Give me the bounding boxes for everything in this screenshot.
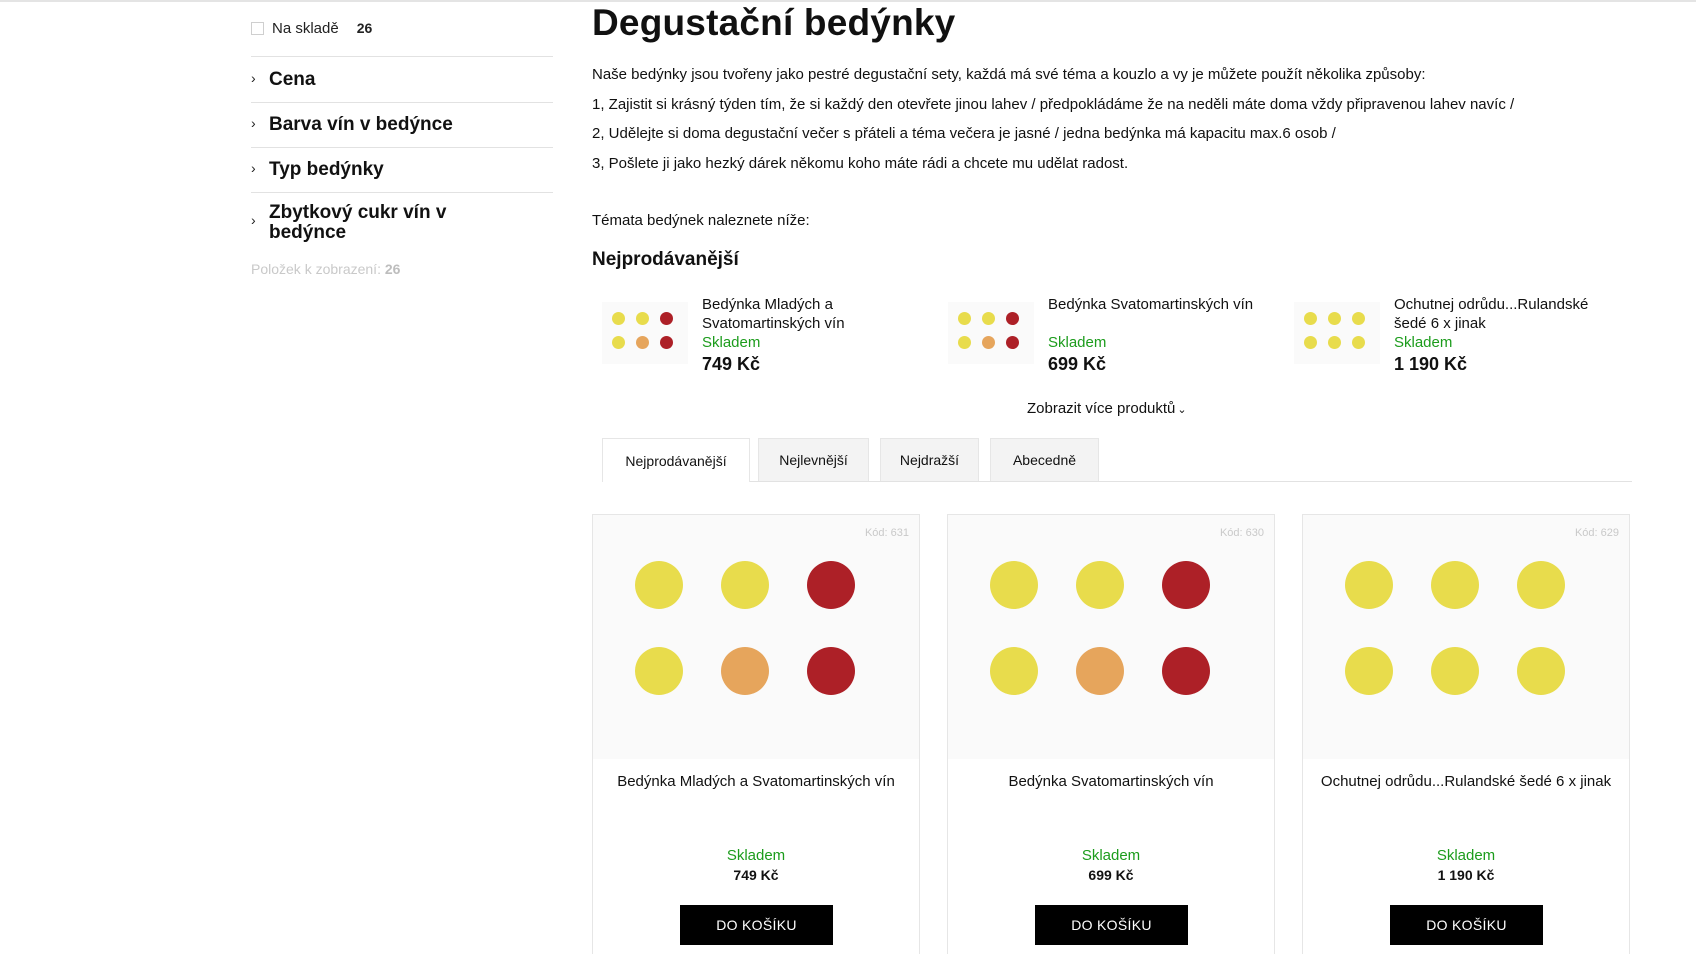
wine-dot-red <box>660 336 673 349</box>
product-name-link[interactable]: Ochutnej odrůdu...Rulandské šedé 6 x jinak <box>1394 296 1589 332</box>
in-stock-filter[interactable] <box>251 0 553 57</box>
chevron-right-icon: › <box>251 160 256 176</box>
page-title: Degustační bedýnky <box>592 2 956 43</box>
bestsellers-title: Nejprodávanější <box>592 249 739 270</box>
chevron-right-icon: › <box>251 70 256 86</box>
wine-dot-red <box>1006 336 1019 349</box>
product-image[interactable] <box>1303 515 1629 759</box>
add-to-cart-button[interactable]: DO KOŠÍKU <box>1390 905 1543 945</box>
wine-dot-red <box>1162 561 1210 609</box>
tab-alphabetical[interactable]: Abecedně <box>990 438 1099 481</box>
wine-dot-yellow <box>1352 312 1365 325</box>
tab-bestselling[interactable]: Nejprodávanější <box>602 438 750 482</box>
intro-paragraph: 3, Pošlete ji jako hezký dárek někomu koho máte rádi a chcete mu udělat radost. <box>592 154 1129 172</box>
wine-dot-orange <box>721 647 769 695</box>
product-code: Kód: 629 <box>1574 527 1619 539</box>
wine-dot-yellow <box>1345 647 1393 695</box>
product-code: Kód: 631 <box>864 527 909 539</box>
bestseller-item[interactable] <box>1284 292 1629 382</box>
wine-dot-yellow <box>1328 312 1341 325</box>
wine-dot-yellow <box>721 561 769 609</box>
wine-dot-yellow <box>1517 561 1565 609</box>
wine-dot-yellow <box>1345 561 1393 609</box>
tab-most-expensive[interactable]: Nejdražší <box>880 438 979 481</box>
wine-dot-yellow <box>1304 336 1317 349</box>
wine-dot-yellow <box>1328 336 1341 349</box>
product-thumbnail[interactable] <box>948 302 1034 364</box>
intro-paragraph: 1, Zajistit si krásný týden tím, že si každý den otevřete jinou lahev / předpokládáme že na neděli máte doma vždy připravenou lahev navíc / <box>592 95 1515 113</box>
stock-status: Skladem <box>702 334 761 351</box>
wine-dot-orange <box>1076 647 1124 695</box>
filter-residual-sugar[interactable] <box>251 193 553 247</box>
product-name-link[interactable]: Ochutnej odrůdu...Rulandské šedé 6 x jinak <box>1320 773 1612 790</box>
filter-label: Cena <box>269 69 316 90</box>
product-image[interactable] <box>948 515 1274 759</box>
filter-box-type[interactable] <box>251 148 553 193</box>
chevron-right-icon: › <box>251 212 256 228</box>
stock-status: Skladem <box>1394 334 1453 351</box>
show-more-products-link[interactable] <box>1027 400 1187 417</box>
filter-label: Barva vín v bedýnce <box>269 114 453 135</box>
wine-dot-yellow <box>958 336 971 349</box>
product-thumbnail[interactable] <box>1294 302 1380 364</box>
chevron-right-icon: › <box>251 115 256 131</box>
wine-dot-red <box>660 312 673 325</box>
wine-dot-red <box>1006 312 1019 325</box>
add-to-cart-button[interactable]: DO KOŠÍKU <box>1035 905 1188 945</box>
wine-dot-yellow <box>1304 312 1317 325</box>
wine-dot-red <box>807 647 855 695</box>
tab-cheapest[interactable]: Nejlevnější <box>758 438 869 481</box>
product-price: 1 190 Kč <box>1394 354 1468 374</box>
show-more-label: Zobrazit více produktů <box>1027 400 1176 417</box>
wine-dot-orange <box>982 336 995 349</box>
stock-status: Skladem <box>1048 334 1107 351</box>
in-stock-count: 26 <box>356 20 373 36</box>
wine-dot-yellow <box>1431 647 1479 695</box>
product-price: 749 Kč <box>733 867 779 883</box>
product-price: 699 Kč <box>1048 354 1107 374</box>
wine-dot-yellow <box>958 312 971 325</box>
items-count-label: Položek k zobrazení: <box>251 261 381 277</box>
items-count-value: 26 <box>384 261 401 277</box>
filter-label: Zbytkový cukr vín v bedýnce <box>269 202 447 243</box>
wine-dot-yellow <box>636 312 649 325</box>
wine-dot-yellow <box>1076 561 1124 609</box>
wine-dot-yellow <box>635 647 683 695</box>
filter-price[interactable] <box>251 57 553 103</box>
tabs-divider <box>602 481 1632 482</box>
wine-dot-red <box>807 561 855 609</box>
chevron-down-icon: ⌄ <box>1177 404 1187 416</box>
intro-paragraph: Naše bedýnky jsou tvořeny jako pestré degustační sety, každá má své téma a kouzlo a vy je můžete použít několika způsoby: <box>592 66 1426 83</box>
wine-dot-yellow <box>1431 561 1479 609</box>
product-image[interactable] <box>593 515 919 759</box>
intro-paragraph: 2, Udělejte si doma degustační večer s přáteli a téma večera je jasné / jedna bedýnka má kapacitu max.6 osob / <box>592 125 1336 142</box>
wine-dot-yellow <box>635 561 683 609</box>
bestseller-item[interactable] <box>938 292 1283 382</box>
product-price: 1 190 Kč <box>1437 867 1495 883</box>
wine-dot-yellow <box>990 561 1038 609</box>
product-name-link[interactable]: Bedýnka Svatomartinských vín <box>1048 296 1254 313</box>
wine-dot-red <box>1162 647 1210 695</box>
stock-status: Skladem <box>1081 847 1141 864</box>
in-stock-checkbox[interactable] <box>251 22 264 35</box>
add-to-cart-button[interactable]: DO KOŠÍKU <box>680 905 833 945</box>
product-name-link[interactable]: Bedýnka Mladých a Svatomartinských vín <box>617 773 895 790</box>
themes-text: Témata bedýnek naleznete níže: <box>592 212 810 229</box>
product-card <box>947 514 1275 954</box>
category-description <box>592 64 1632 182</box>
wine-dot-yellow <box>990 647 1038 695</box>
wine-dot-orange <box>636 336 649 349</box>
wine-dot-yellow <box>1517 647 1565 695</box>
wine-dot-yellow <box>612 336 625 349</box>
stock-status: Skladem <box>726 847 786 864</box>
filter-sidebar <box>251 0 553 277</box>
filter-label: Typ bedýnky <box>269 159 384 180</box>
wine-dot-yellow <box>612 312 625 325</box>
product-price: 699 Kč <box>1088 867 1134 883</box>
product-card <box>592 514 920 954</box>
wine-dot-yellow <box>1352 336 1365 349</box>
product-price: 749 Kč <box>702 354 761 374</box>
product-name-link[interactable]: Bedýnka Svatomartinských vín <box>1008 773 1214 790</box>
product-name-link[interactable]: Bedýnka Mladých a Svatomartinských vín <box>702 296 845 332</box>
wine-dot-yellow <box>982 312 995 325</box>
product-thumbnail[interactable] <box>602 302 688 364</box>
bestseller-item[interactable] <box>592 292 937 382</box>
filter-wine-color[interactable] <box>251 103 553 148</box>
in-stock-label: Na skladě <box>272 19 339 37</box>
stock-status: Skladem <box>1436 847 1496 864</box>
product-card <box>1302 514 1630 954</box>
items-count <box>251 261 553 277</box>
product-code: Kód: 630 <box>1219 527 1264 539</box>
